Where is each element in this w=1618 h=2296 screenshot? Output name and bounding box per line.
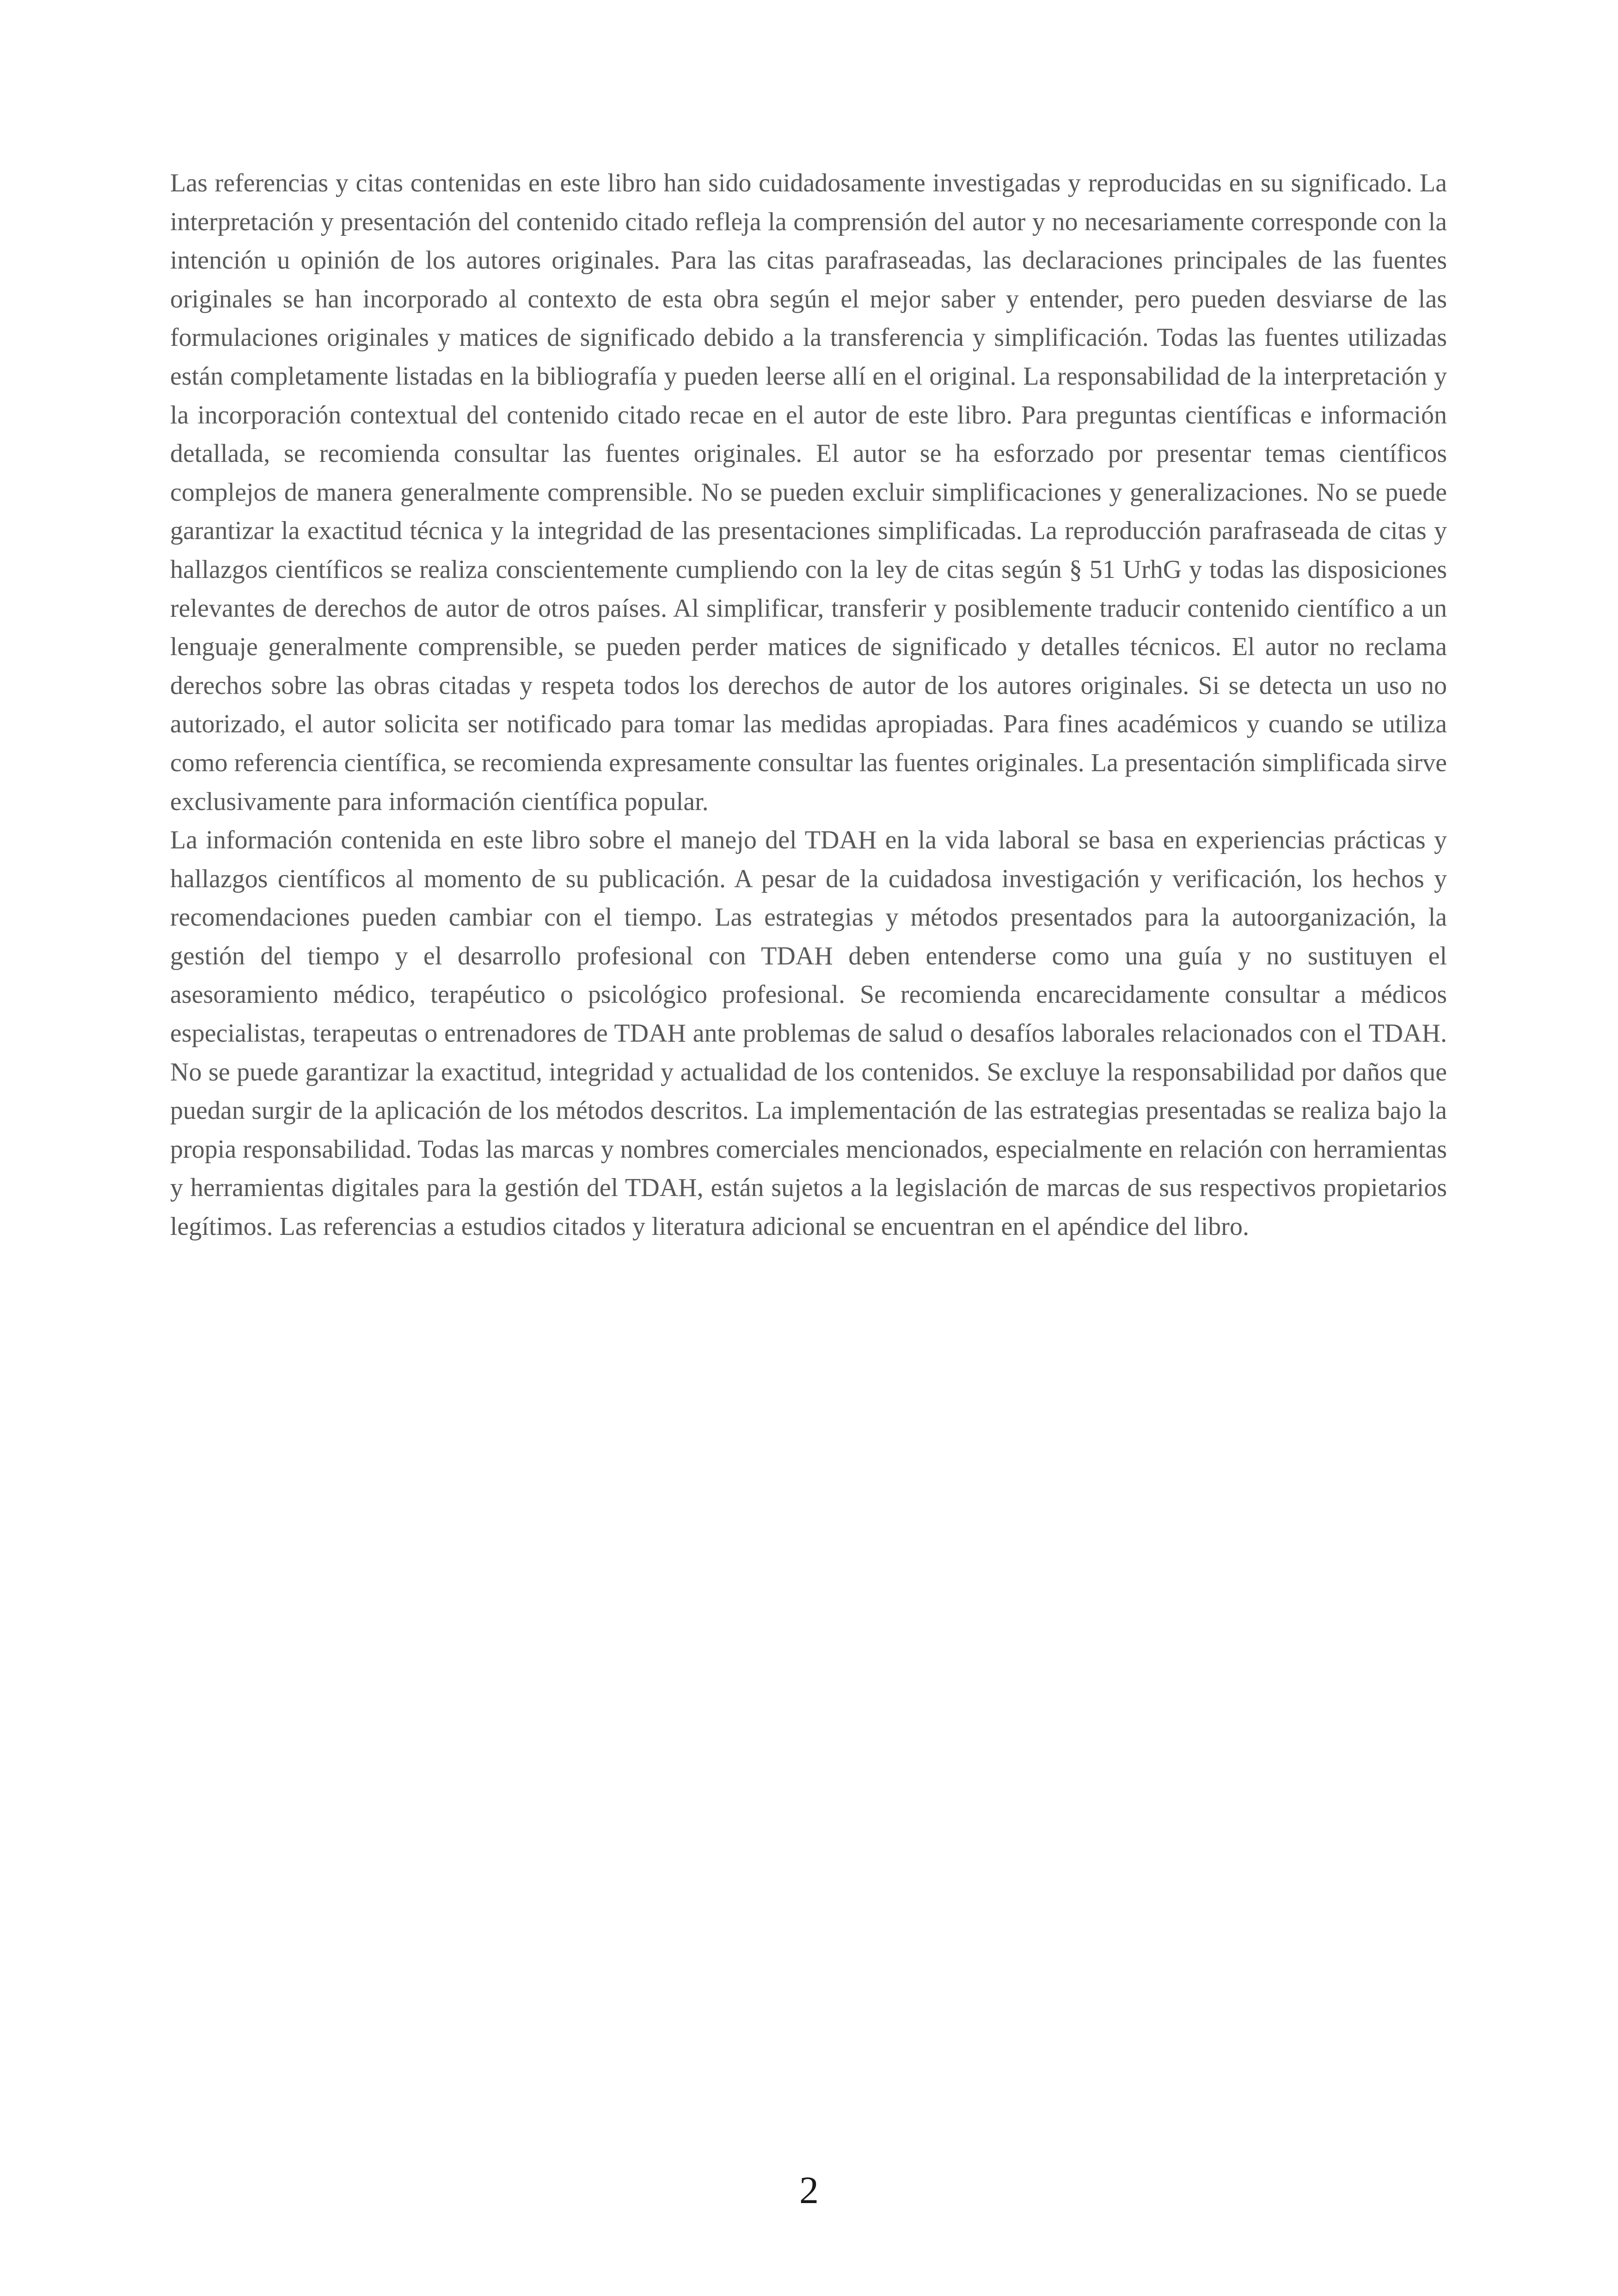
paragraph-disclaimer-citations: Las referencias y citas contenidas en este libro han sido cuidadosamente investigadas y reproducidas en su significado. La interpretación y presentación del contenido citado refleja la comprensión del autor y no necesariamente corresponde con la intención u opinión de los autores originales. Para las citas parafraseadas, las declaraciones principales de las fuentes originales se han incorporado al contexto de esta obra según el mejor saber y entender, pero pueden desviarse de las formulaciones originales y matices de significado debido a la transferencia y simplificación. Todas las fuentes utilizadas están completamente listadas en la bibliografía y pueden leerse allí en el original. La responsabilidad de la interpretación y la incorporación contextual del contenido citado recae en el autor de este libro. Para preguntas científicas e información detallada, se recomienda consultar las fuentes originales. El autor se ha esforzado por presentar temas científicos complejos de manera generalmente comprensible. No se pueden excluir simplificaciones y generalizaciones. No se puede garantizar la exactitud técnica y la integridad de las presentaciones simplificadas. La reproducción parafraseada de citas y hallazgos científicos se realiza conscientemente cumpliendo con la ley de citas según § 51 UrhG y todas las disposiciones relevantes de derechos de autor de otros países. Al simplificar, transferir y posiblemente traducir contenido científico a un lenguaje generalmente comprensible, se pueden perder matices de significado y detalles técnicos. El autor no reclama derechos sobre las obras citadas y respeta todos los derechos de autor de los autores originales. Si se detecta un uso no autorizado, el autor solicita ser notificado para tomar las medidas apropiadas. Para fines académicos y cuando se utiliza como referencia científica, se recomienda expresamente consultar las fuentes originales. La presentación simplificada sirve exclusivamente para información científica popular.: [170, 169, 1447, 816]
paragraph-disclaimer-adhd-info: La información contenida en este libro sobre el manejo del TDAH en la vida laboral se basa en experiencias prácticas y hallazgos científicos al momento de su publicación. A pesar de la cuidadosa investigación y verificación, los hechos y recomendaciones pueden cambiar con el tiempo. Las estrategias y métodos presentados para la autoorganización, la gestión del tiempo y el desarrollo profesional con TDAH deben entenderse como una guía y no sustituyen el asesoramiento médico, terapéutico o psicológico profesional. Se recomienda encarecidamente consultar a médicos especialistas, terapeutas o entrenadores de TDAH ante problemas de salud o desafíos laborales relacionados con el TDAH. No se puede garantizar la exactitud, integridad y actualidad de los contenidos. Se excluye la responsabilidad por daños que puedan surgir de la aplicación de los métodos descritos. La implementación de las estrategias presentadas se realiza bajo la propia responsabilidad. Todas las marcas y nombres comerciales mencionados, especialmente en relación con herramientas y herramientas digitales para la gestión del TDAH, están sujetos a la legislación de marcas de sus respectivos propietarios legítimos. Las referencias a estudios citados y literatura adicional se encuentran en el apéndice del libro.: [170, 826, 1447, 1241]
body-text: [170, 164, 1447, 1246]
page-number: 2: [799, 2169, 819, 2212]
